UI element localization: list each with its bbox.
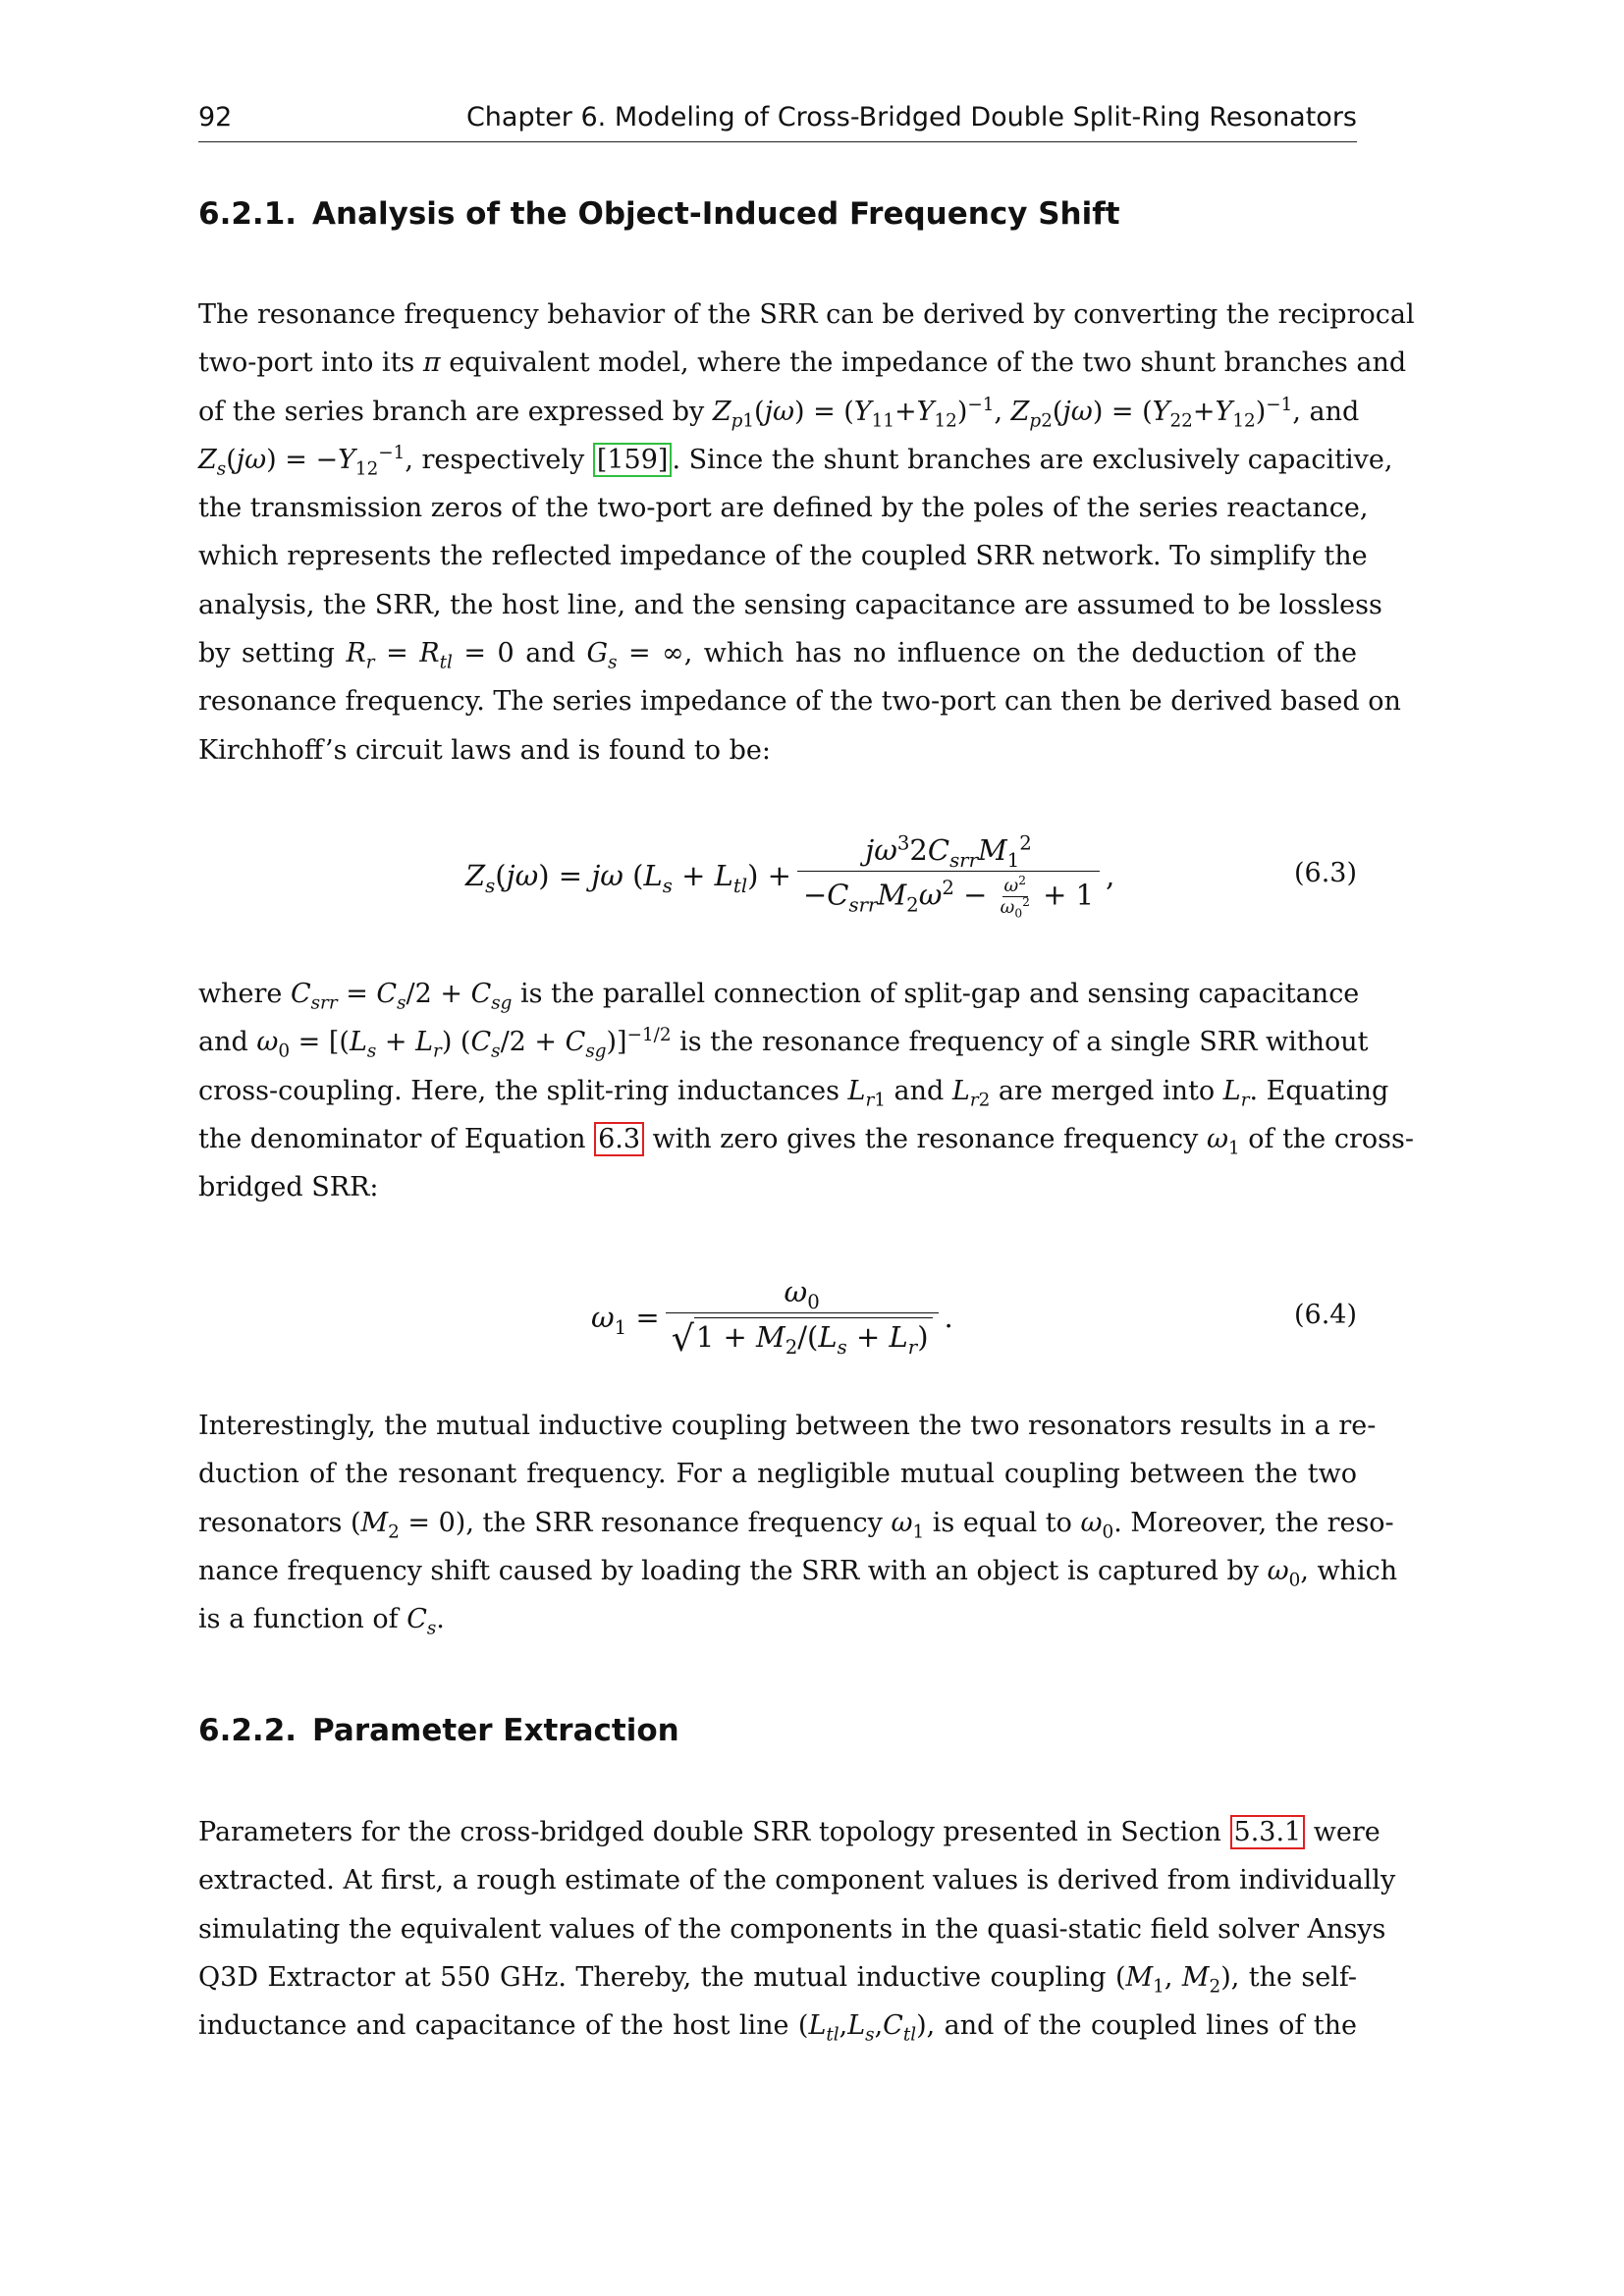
equation-number: (6.4) [1293, 1300, 1357, 1330]
section-title: Parameter Extraction [312, 1713, 679, 1748]
equation-body: $\omega_1$ = $\omega_0$ √ $1 + M_2/(L_s + L_r)$ . [591, 1275, 953, 1360]
text-line: Q3D Extractor at 550 GHz. Thereby, the mutual inductive coupling ($M_1$, $M_2$), the self- [198, 1961, 1357, 1998]
equation-body: $Z_s(j\omega) = j\omega$ $(L_s + L_{tl})$ + $j\omega^32C_{srr}M_1^2$ $-C_{srr}M_2\omega^2$ − $\frac{\omega^2}{\omega_0^2}$ + 1 , [465, 831, 1115, 921]
section-number: 6.2.2. [198, 1713, 298, 1748]
text-line: nance frequency shift caused by loading the SRR with an object is captured by $\omega_0$, which [198, 1555, 1398, 1591]
text-line: extracted. At first, a rough estimate of the component values is derived from individually [198, 1865, 1396, 1896]
section-heading-6-2-1 [198, 196, 1120, 232]
text-line: analysis, the SRR, the host line, and the sensing capacitance are assumed to be lossless [198, 589, 1382, 620]
paragraph-parameter-extraction [198, 1808, 1396, 2050]
equation-number: (6.3) [1293, 858, 1357, 888]
paragraph-srr-resonance-behavior [198, 291, 1415, 774]
equation-6-4 [198, 1268, 1357, 1366]
text-line: which represents the reflected impedance of the coupled SRR network. To simplify the [198, 541, 1368, 572]
text-line: the transmission zeros of the two-port are defined by the poles of the series reactance, [198, 493, 1369, 524]
text-line: where $C_{srr} = C_s/2 + C_{sg}$ is the parallel connection of split-gap and sensing capacitance [198, 979, 1360, 1014]
equation-reference-link[interactable]: 6.3 [594, 1122, 644, 1156]
text-line: inductance and capacitance of the host line $(L_{tl},L_s,C_{tl})$, and of the coupled lines of the [198, 2010, 1357, 2046]
section-reference-link[interactable]: 5.3.1 [1230, 1815, 1306, 1849]
text-line: Parameters for the cross-bridged double SRR topology presented in Section 5.3.1 were [198, 1817, 1380, 1847]
text-line: The resonance frequency behavior of the SRR can be derived by converting the reciprocal [198, 299, 1415, 330]
paragraph-resonance-definitions [198, 970, 1414, 1211]
text-line: Interestingly, the mutual inductive coupling between the two resonators results in a re- [198, 1411, 1377, 1441]
text-line: of the series branch are expressed by $Z_{p1}(j\omega) = (Y_{11}+Y_{12})^{-1}$, $Z_{p2}(j\omega) = (Y_{22}+Y_{12})^{-1}$, and [198, 394, 1360, 431]
section-title: Analysis of the Object-Induced Frequency Shift [312, 196, 1120, 232]
text-line: $Z_s(j\omega) = -Y_{12}^{-1}$, respectively [159] . Since the shunt branches are exclusively capacitive, [198, 442, 1393, 480]
equation-6-3 [198, 827, 1357, 925]
text-line: resonators $(M_2 = 0)$, the SRR resonance frequency $\omega_1$ is equal to $\omega_0$. Moreover, the reso- [198, 1507, 1394, 1542]
text-line: and $\omega_0 = [(L_s + L_r) (C_s/2 + C_{sg})]^{-1/2}$ is the resonance frequency of a single SRR without [198, 1025, 1369, 1062]
section-heading-6-2-2 [198, 1713, 679, 1748]
text-line: two-port into its π equivalent model, where the impedance of the two shunt branches and [198, 347, 1407, 379]
chapter-running-head: Chapter 6. Modeling of Cross-Bridged Double Split-Ring Resonators [465, 102, 1357, 133]
text-line: simulating the equivalent values of the components in the quasi-static field solver Ansys [198, 1913, 1386, 1945]
text-line: by setting $R_r = R_{tl} = 0$ and $G_s$ = ∞, which has no influence on the deduction of the [198, 638, 1358, 673]
citation-link[interactable]: [159] [593, 443, 673, 477]
text-line: is a function of $C_s$. [198, 1604, 445, 1639]
text-line: bridged SRR: [198, 1172, 379, 1203]
text-line: cross-coupling. Here, the split-ring inductances $L_{r1}$ and $L_{r2}$ are merged into $L_r$. Equating [198, 1075, 1389, 1110]
text-line: resonance frequency. The series impedance of the two-port can then be derived based on [198, 686, 1401, 718]
paragraph-mutual-coupling [198, 1402, 1398, 1643]
text-line: Kirchhoff’s circuit laws and is found to be: [198, 734, 771, 766]
running-header [198, 102, 1357, 142]
text-line: the denominator of Equation 6.3 with zero gives the resonance frequency $\omega_1$ of the cross- [198, 1123, 1414, 1159]
page-number: 92 [198, 102, 233, 133]
text-line: duction of the resonant frequency. For a negligible mutual coupling between the two [198, 1459, 1357, 1490]
section-number: 6.2.1. [198, 196, 298, 232]
